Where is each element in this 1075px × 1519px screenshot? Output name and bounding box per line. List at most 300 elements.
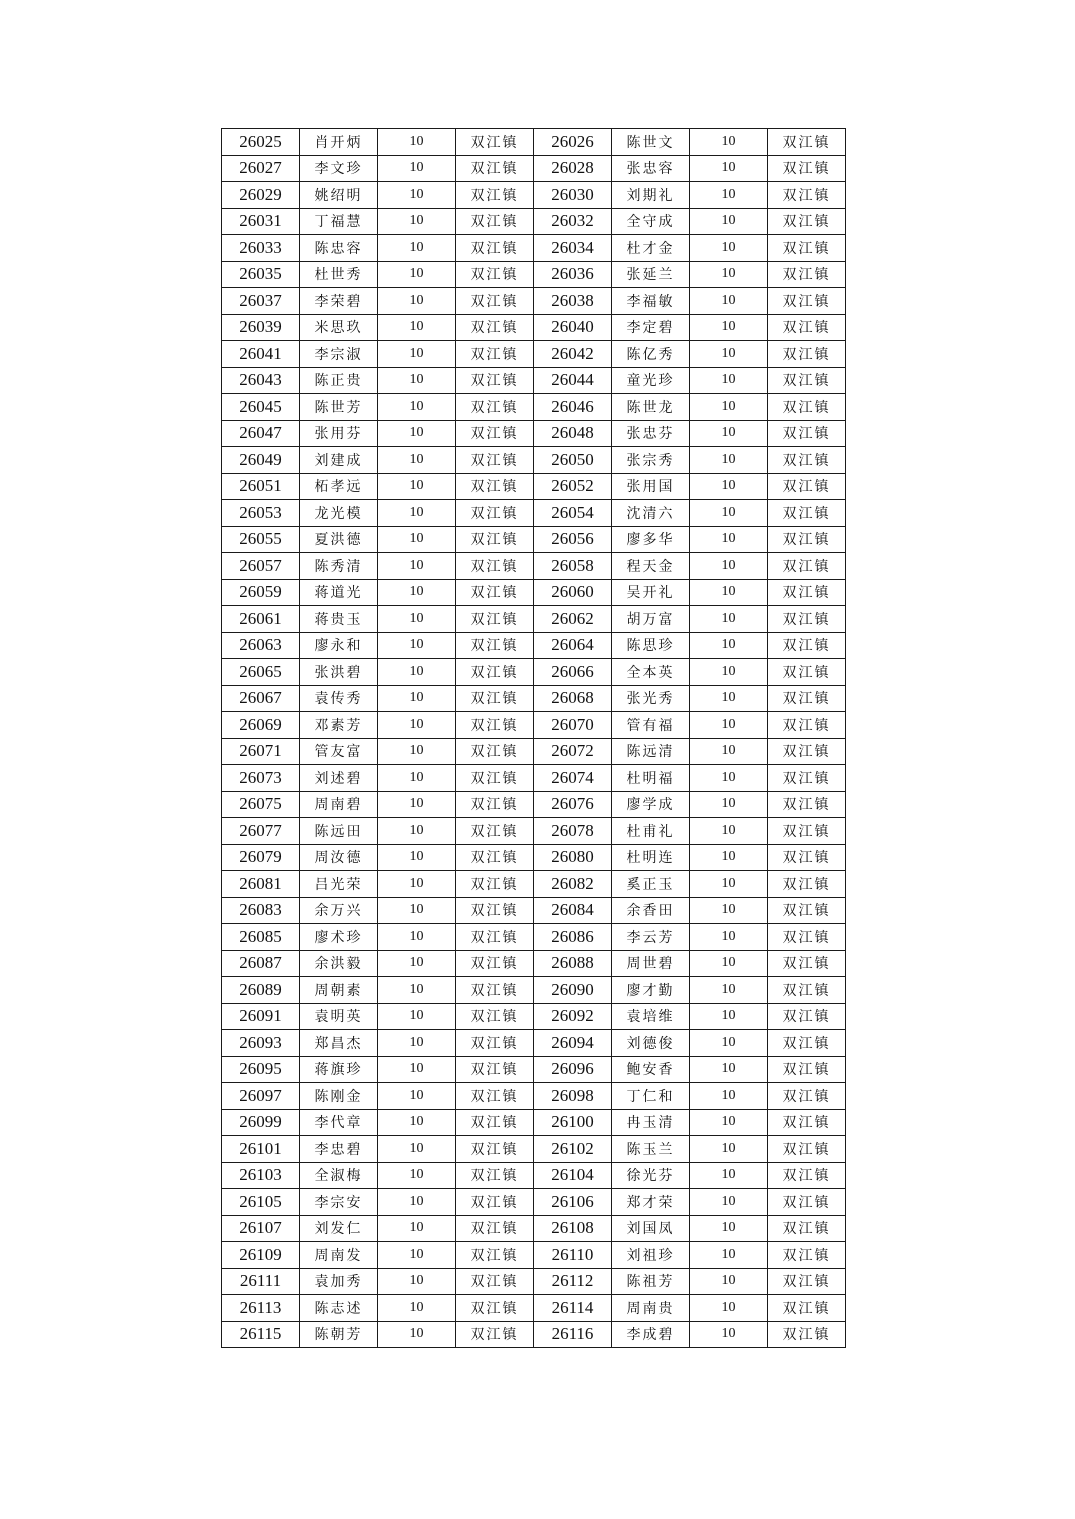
person-name-cell: 张洪碧 — [300, 659, 378, 686]
record-id-cell: 26110 — [534, 1242, 612, 1269]
count-cell: 10 — [690, 924, 768, 951]
table-row — [222, 1056, 846, 1083]
table-row — [222, 288, 846, 315]
town-cell: 双江镇 — [456, 579, 534, 606]
table-row — [222, 261, 846, 288]
count-cell: 10 — [690, 129, 768, 156]
count-cell: 10 — [690, 950, 768, 977]
table-row — [222, 341, 846, 368]
record-id-cell: 26096 — [534, 1056, 612, 1083]
table-row — [222, 977, 846, 1004]
town-cell: 双江镇 — [456, 924, 534, 951]
person-name-cell: 徐光芬 — [612, 1162, 690, 1189]
person-name-cell: 李宗安 — [300, 1189, 378, 1216]
record-id-cell: 26115 — [222, 1321, 300, 1348]
person-name-cell: 郑昌杰 — [300, 1030, 378, 1057]
town-cell: 双江镇 — [456, 420, 534, 447]
table-row — [222, 1083, 846, 1110]
town-cell: 双江镇 — [768, 155, 846, 182]
record-id-cell: 26069 — [222, 712, 300, 739]
count-cell: 10 — [690, 738, 768, 765]
town-cell: 双江镇 — [768, 950, 846, 977]
person-name-cell: 杜甫礼 — [612, 818, 690, 845]
table-row — [222, 844, 846, 871]
count-cell: 10 — [690, 632, 768, 659]
town-cell: 双江镇 — [768, 765, 846, 792]
town-cell: 双江镇 — [456, 1242, 534, 1269]
person-name-cell: 张忠芬 — [612, 420, 690, 447]
record-id-cell: 26077 — [222, 818, 300, 845]
record-id-cell: 26043 — [222, 367, 300, 394]
town-cell: 双江镇 — [768, 1083, 846, 1110]
record-id-cell: 26094 — [534, 1030, 612, 1057]
record-id-cell: 26040 — [534, 314, 612, 341]
person-name-cell: 杜明福 — [612, 765, 690, 792]
count-cell: 10 — [690, 500, 768, 527]
person-name-cell: 周南碧 — [300, 791, 378, 818]
count-cell: 10 — [378, 288, 456, 315]
person-name-cell: 陈远清 — [612, 738, 690, 765]
person-name-cell: 全守成 — [612, 208, 690, 235]
person-name-cell: 廖多华 — [612, 526, 690, 553]
person-name-cell: 张宗秀 — [612, 447, 690, 474]
table-row — [222, 1162, 846, 1189]
table-row — [222, 129, 846, 156]
person-name-cell: 刘德俊 — [612, 1030, 690, 1057]
table-row — [222, 394, 846, 421]
person-name-cell: 余万兴 — [300, 897, 378, 924]
count-cell: 10 — [378, 473, 456, 500]
record-id-cell: 26046 — [534, 394, 612, 421]
record-id-cell: 26086 — [534, 924, 612, 951]
count-cell: 10 — [378, 765, 456, 792]
count-cell: 10 — [690, 182, 768, 209]
count-cell: 10 — [378, 632, 456, 659]
record-id-cell: 26105 — [222, 1189, 300, 1216]
count-cell: 10 — [690, 1003, 768, 1030]
count-cell: 10 — [378, 1268, 456, 1295]
town-cell: 双江镇 — [456, 129, 534, 156]
count-cell: 10 — [690, 314, 768, 341]
count-cell: 10 — [378, 1295, 456, 1322]
person-name-cell: 陈朝芳 — [300, 1321, 378, 1348]
count-cell: 10 — [690, 977, 768, 1004]
table-row — [222, 606, 846, 633]
record-id-cell: 26067 — [222, 685, 300, 712]
town-cell: 双江镇 — [768, 1189, 846, 1216]
town-cell: 双江镇 — [456, 977, 534, 1004]
person-name-cell: 李宗淑 — [300, 341, 378, 368]
record-id-cell: 26035 — [222, 261, 300, 288]
record-id-cell: 26064 — [534, 632, 612, 659]
record-id-cell: 26079 — [222, 844, 300, 871]
person-name-cell: 陈秀清 — [300, 553, 378, 580]
record-id-cell: 26072 — [534, 738, 612, 765]
count-cell: 10 — [378, 791, 456, 818]
town-cell: 双江镇 — [768, 685, 846, 712]
record-id-cell: 26103 — [222, 1162, 300, 1189]
count-cell: 10 — [378, 129, 456, 156]
record-id-cell: 26068 — [534, 685, 612, 712]
record-id-cell: 26037 — [222, 288, 300, 315]
person-name-cell: 廖才勤 — [612, 977, 690, 1004]
town-cell: 双江镇 — [456, 632, 534, 659]
record-id-cell: 26108 — [534, 1215, 612, 1242]
table-row — [222, 1030, 846, 1057]
record-id-cell: 26066 — [534, 659, 612, 686]
count-cell: 10 — [690, 871, 768, 898]
person-name-cell: 陈祖芳 — [612, 1268, 690, 1295]
record-id-cell: 26085 — [222, 924, 300, 951]
count-cell: 10 — [690, 1189, 768, 1216]
person-name-cell: 陈刚金 — [300, 1083, 378, 1110]
person-name-cell: 姚绍明 — [300, 182, 378, 209]
roster-table-body — [222, 129, 846, 1348]
town-cell: 双江镇 — [768, 924, 846, 951]
count-cell: 10 — [378, 1242, 456, 1269]
count-cell: 10 — [378, 606, 456, 633]
town-cell: 双江镇 — [456, 155, 534, 182]
count-cell: 10 — [378, 526, 456, 553]
person-name-cell: 李忠碧 — [300, 1136, 378, 1163]
person-name-cell: 陈志述 — [300, 1295, 378, 1322]
town-cell: 双江镇 — [456, 791, 534, 818]
table-row — [222, 155, 846, 182]
record-id-cell: 26089 — [222, 977, 300, 1004]
record-id-cell: 26095 — [222, 1056, 300, 1083]
town-cell: 双江镇 — [456, 500, 534, 527]
table-row — [222, 1109, 846, 1136]
record-id-cell: 26042 — [534, 341, 612, 368]
count-cell: 10 — [378, 394, 456, 421]
person-name-cell: 周南发 — [300, 1242, 378, 1269]
table-row — [222, 314, 846, 341]
record-id-cell: 26038 — [534, 288, 612, 315]
count-cell: 10 — [690, 553, 768, 580]
town-cell: 双江镇 — [768, 208, 846, 235]
table-row — [222, 659, 846, 686]
town-cell: 双江镇 — [768, 394, 846, 421]
town-cell: 双江镇 — [456, 473, 534, 500]
town-cell: 双江镇 — [768, 712, 846, 739]
record-id-cell: 26084 — [534, 897, 612, 924]
town-cell: 双江镇 — [768, 182, 846, 209]
table-row — [222, 367, 846, 394]
town-cell: 双江镇 — [456, 1030, 534, 1057]
count-cell: 10 — [378, 1083, 456, 1110]
person-name-cell: 吴开礼 — [612, 579, 690, 606]
record-id-cell: 26102 — [534, 1136, 612, 1163]
person-name-cell: 程天金 — [612, 553, 690, 580]
count-cell: 10 — [378, 1162, 456, 1189]
table-row — [222, 712, 846, 739]
count-cell: 10 — [690, 1083, 768, 1110]
table-row — [222, 208, 846, 235]
town-cell: 双江镇 — [456, 765, 534, 792]
count-cell: 10 — [690, 341, 768, 368]
town-cell: 双江镇 — [456, 1189, 534, 1216]
count-cell: 10 — [690, 606, 768, 633]
table-row — [222, 526, 846, 553]
count-cell: 10 — [378, 447, 456, 474]
person-name-cell: 全本英 — [612, 659, 690, 686]
person-name-cell: 管友富 — [300, 738, 378, 765]
count-cell: 10 — [378, 341, 456, 368]
count-cell: 10 — [378, 1003, 456, 1030]
person-name-cell: 袁培维 — [612, 1003, 690, 1030]
town-cell: 双江镇 — [768, 818, 846, 845]
record-id-cell: 26031 — [222, 208, 300, 235]
record-id-cell: 26076 — [534, 791, 612, 818]
person-name-cell: 夏洪德 — [300, 526, 378, 553]
record-id-cell: 26090 — [534, 977, 612, 1004]
person-name-cell: 陈世龙 — [612, 394, 690, 421]
person-name-cell: 鲍安香 — [612, 1056, 690, 1083]
count-cell: 10 — [690, 765, 768, 792]
record-id-cell: 26045 — [222, 394, 300, 421]
record-id-cell: 26088 — [534, 950, 612, 977]
person-name-cell: 蒋道光 — [300, 579, 378, 606]
town-cell: 双江镇 — [768, 1030, 846, 1057]
town-cell: 双江镇 — [456, 1136, 534, 1163]
town-cell: 双江镇 — [768, 1215, 846, 1242]
town-cell: 双江镇 — [768, 738, 846, 765]
table-row — [222, 1295, 846, 1322]
person-name-cell: 童光珍 — [612, 367, 690, 394]
count-cell: 10 — [690, 1295, 768, 1322]
record-id-cell: 26071 — [222, 738, 300, 765]
person-name-cell: 陈玉兰 — [612, 1136, 690, 1163]
count-cell: 10 — [690, 526, 768, 553]
record-id-cell: 26091 — [222, 1003, 300, 1030]
record-id-cell: 26087 — [222, 950, 300, 977]
count-cell: 10 — [690, 1162, 768, 1189]
town-cell: 双江镇 — [768, 897, 846, 924]
town-cell: 双江镇 — [768, 632, 846, 659]
table-row — [222, 950, 846, 977]
table-row — [222, 473, 846, 500]
table-row — [222, 1003, 846, 1030]
count-cell: 10 — [378, 871, 456, 898]
town-cell: 双江镇 — [456, 447, 534, 474]
record-id-cell: 26034 — [534, 235, 612, 262]
record-id-cell: 26041 — [222, 341, 300, 368]
record-id-cell: 26050 — [534, 447, 612, 474]
person-name-cell: 米思玖 — [300, 314, 378, 341]
town-cell: 双江镇 — [456, 1003, 534, 1030]
town-cell: 双江镇 — [456, 606, 534, 633]
count-cell: 10 — [690, 1242, 768, 1269]
count-cell: 10 — [378, 208, 456, 235]
person-name-cell: 刘述碧 — [300, 765, 378, 792]
record-id-cell: 26113 — [222, 1295, 300, 1322]
person-name-cell: 刘期礼 — [612, 182, 690, 209]
count-cell: 10 — [690, 844, 768, 871]
count-cell: 10 — [690, 579, 768, 606]
person-name-cell: 刘祖珍 — [612, 1242, 690, 1269]
town-cell: 双江镇 — [768, 606, 846, 633]
person-name-cell: 刘国凤 — [612, 1215, 690, 1242]
count-cell: 10 — [690, 1109, 768, 1136]
record-id-cell: 26056 — [534, 526, 612, 553]
count-cell: 10 — [690, 1056, 768, 1083]
town-cell: 双江镇 — [768, 1109, 846, 1136]
record-id-cell: 26081 — [222, 871, 300, 898]
record-id-cell: 26048 — [534, 420, 612, 447]
town-cell: 双江镇 — [456, 1083, 534, 1110]
person-name-cell: 杜明连 — [612, 844, 690, 871]
person-name-cell: 李成碧 — [612, 1321, 690, 1348]
count-cell: 10 — [690, 473, 768, 500]
record-id-cell: 26075 — [222, 791, 300, 818]
record-id-cell: 26060 — [534, 579, 612, 606]
count-cell: 10 — [690, 1030, 768, 1057]
person-name-cell: 李云芳 — [612, 924, 690, 951]
town-cell: 双江镇 — [456, 1162, 534, 1189]
town-cell: 双江镇 — [456, 1321, 534, 1348]
person-name-cell: 杜世秀 — [300, 261, 378, 288]
town-cell: 双江镇 — [456, 1109, 534, 1136]
count-cell: 10 — [378, 977, 456, 1004]
person-name-cell: 蒋贵玉 — [300, 606, 378, 633]
table-row — [222, 765, 846, 792]
record-id-cell: 26098 — [534, 1083, 612, 1110]
record-id-cell: 26104 — [534, 1162, 612, 1189]
table-row — [222, 685, 846, 712]
record-id-cell: 26109 — [222, 1242, 300, 1269]
count-cell: 10 — [378, 261, 456, 288]
record-id-cell: 26025 — [222, 129, 300, 156]
person-name-cell: 杜才金 — [612, 235, 690, 262]
town-cell: 双江镇 — [768, 447, 846, 474]
town-cell: 双江镇 — [456, 553, 534, 580]
table-row — [222, 924, 846, 951]
person-name-cell: 李定碧 — [612, 314, 690, 341]
record-id-cell: 26033 — [222, 235, 300, 262]
record-id-cell: 26112 — [534, 1268, 612, 1295]
town-cell: 双江镇 — [456, 1268, 534, 1295]
person-name-cell: 李文珍 — [300, 155, 378, 182]
town-cell: 双江镇 — [768, 500, 846, 527]
record-id-cell: 26044 — [534, 367, 612, 394]
table-row — [222, 1242, 846, 1269]
person-name-cell: 周南贵 — [612, 1295, 690, 1322]
town-cell: 双江镇 — [768, 473, 846, 500]
record-id-cell: 26053 — [222, 500, 300, 527]
table-row — [222, 1215, 846, 1242]
count-cell: 10 — [378, 1136, 456, 1163]
count-cell: 10 — [378, 579, 456, 606]
person-name-cell: 余香田 — [612, 897, 690, 924]
town-cell: 双江镇 — [768, 129, 846, 156]
count-cell: 10 — [378, 314, 456, 341]
count-cell: 10 — [690, 897, 768, 924]
person-name-cell: 廖永和 — [300, 632, 378, 659]
town-cell: 双江镇 — [768, 871, 846, 898]
town-cell: 双江镇 — [456, 314, 534, 341]
record-id-cell: 26097 — [222, 1083, 300, 1110]
person-name-cell: 全淑梅 — [300, 1162, 378, 1189]
record-id-cell: 26027 — [222, 155, 300, 182]
record-id-cell: 26116 — [534, 1321, 612, 1348]
record-id-cell: 26093 — [222, 1030, 300, 1057]
person-name-cell: 陈忠容 — [300, 235, 378, 262]
person-name-cell: 陈世文 — [612, 129, 690, 156]
count-cell: 10 — [378, 235, 456, 262]
count-cell: 10 — [690, 659, 768, 686]
record-id-cell: 26099 — [222, 1109, 300, 1136]
record-id-cell: 26114 — [534, 1295, 612, 1322]
person-name-cell: 龙光模 — [300, 500, 378, 527]
record-id-cell: 26073 — [222, 765, 300, 792]
person-name-cell: 张用芬 — [300, 420, 378, 447]
count-cell: 10 — [690, 261, 768, 288]
person-name-cell: 李荣碧 — [300, 288, 378, 315]
count-cell: 10 — [378, 1056, 456, 1083]
record-id-cell: 26106 — [534, 1189, 612, 1216]
count-cell: 10 — [690, 394, 768, 421]
town-cell: 双江镇 — [768, 1321, 846, 1348]
town-cell: 双江镇 — [768, 1003, 846, 1030]
count-cell: 10 — [690, 712, 768, 739]
person-name-cell: 周朝素 — [300, 977, 378, 1004]
count-cell: 10 — [378, 1215, 456, 1242]
table-row — [222, 235, 846, 262]
count-cell: 10 — [378, 738, 456, 765]
person-name-cell: 刘发仁 — [300, 1215, 378, 1242]
town-cell: 双江镇 — [768, 367, 846, 394]
record-id-cell: 26070 — [534, 712, 612, 739]
town-cell: 双江镇 — [456, 1056, 534, 1083]
town-cell: 双江镇 — [768, 341, 846, 368]
person-name-cell: 丁仁和 — [612, 1083, 690, 1110]
record-id-cell: 26028 — [534, 155, 612, 182]
person-name-cell: 陈思珍 — [612, 632, 690, 659]
town-cell: 双江镇 — [456, 341, 534, 368]
person-name-cell: 陈正贵 — [300, 367, 378, 394]
roster-table — [221, 128, 846, 1348]
person-name-cell: 张延兰 — [612, 261, 690, 288]
count-cell: 10 — [378, 844, 456, 871]
count-cell: 10 — [378, 420, 456, 447]
person-name-cell: 郑才荣 — [612, 1189, 690, 1216]
town-cell: 双江镇 — [456, 871, 534, 898]
count-cell: 10 — [690, 818, 768, 845]
person-name-cell: 陈世芳 — [300, 394, 378, 421]
person-name-cell: 廖术珍 — [300, 924, 378, 951]
person-name-cell: 张用国 — [612, 473, 690, 500]
count-cell: 10 — [378, 1321, 456, 1348]
town-cell: 双江镇 — [456, 1295, 534, 1322]
record-id-cell: 26111 — [222, 1268, 300, 1295]
person-name-cell: 廖学成 — [612, 791, 690, 818]
record-id-cell: 26055 — [222, 526, 300, 553]
count-cell: 10 — [690, 367, 768, 394]
record-id-cell: 26078 — [534, 818, 612, 845]
town-cell: 双江镇 — [768, 1242, 846, 1269]
count-cell: 10 — [690, 1215, 768, 1242]
count-cell: 10 — [378, 659, 456, 686]
count-cell: 10 — [690, 685, 768, 712]
person-name-cell: 李代章 — [300, 1109, 378, 1136]
record-id-cell: 26065 — [222, 659, 300, 686]
record-id-cell: 26082 — [534, 871, 612, 898]
record-id-cell: 26083 — [222, 897, 300, 924]
table-row — [222, 579, 846, 606]
town-cell: 双江镇 — [768, 1295, 846, 1322]
town-cell: 双江镇 — [768, 1162, 846, 1189]
record-id-cell: 26052 — [534, 473, 612, 500]
